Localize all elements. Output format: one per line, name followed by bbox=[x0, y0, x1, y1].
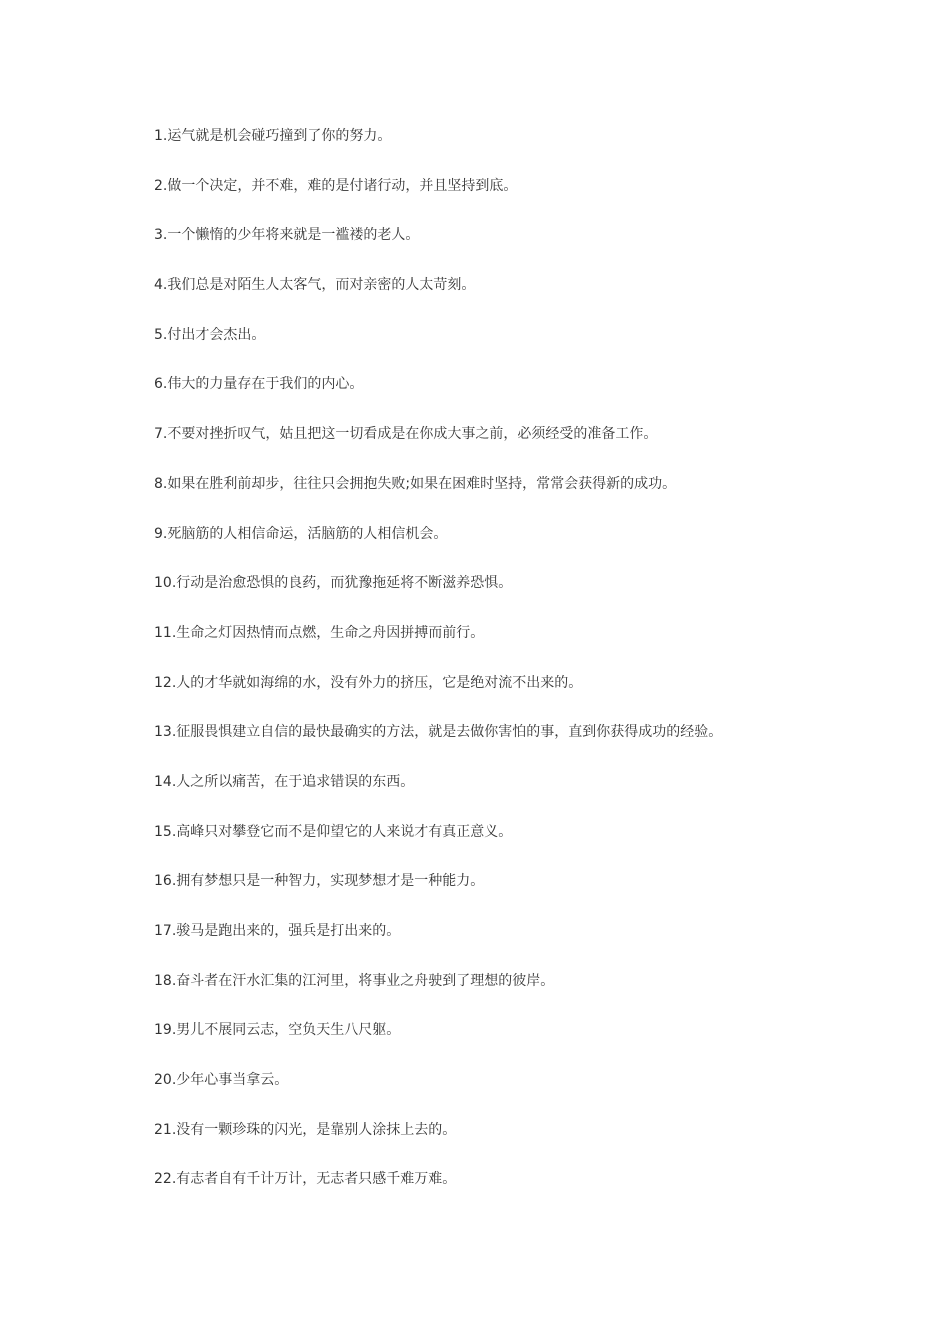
quote-line-16: 16.拥有梦想只是一种智力，实现梦想才是一种能力。 bbox=[154, 873, 485, 890]
quote-line-3: 3.一个懒惰的少年将来就是一褴褛的老人。 bbox=[154, 227, 420, 244]
quote-line-10: 10.行动是治愈恐惧的良药，而犹豫拖延将不断滋养恐惧。 bbox=[154, 575, 513, 592]
quote-line-8: 8.如果在胜利前却步，往往只会拥抱失败;如果在困难时坚持，常常会获得新的成功。 bbox=[154, 475, 677, 492]
quote-line-6: 6.伟大的力量存在于我们的内心。 bbox=[154, 376, 364, 393]
quote-list bbox=[154, 126, 874, 1219]
quote-line-19: 19.男儿不展同云志，空负天生八尺躯。 bbox=[154, 1022, 401, 1039]
quote-line-11: 11.生命之灯因热情而点燃，生命之舟因拼搏而前行。 bbox=[154, 624, 485, 641]
quote-line-9: 9.死脑筋的人相信命运，活脑筋的人相信机会。 bbox=[154, 525, 448, 542]
quote-line-5: 5.付出才会杰出。 bbox=[154, 326, 266, 343]
quote-line-20: 20.少年心事当拿云。 bbox=[154, 1072, 289, 1089]
quote-line-22: 22.有志者自有千计万计，无志者只感千难万难。 bbox=[154, 1171, 457, 1188]
quote-line-2: 2.做一个决定，并不难，难的是付诸行动，并且坚持到底。 bbox=[154, 177, 518, 194]
quote-line-13: 13.征服畏惧建立自信的最快最确实的方法，就是去做你害怕的事，直到你获得成功的经验。 bbox=[154, 724, 723, 741]
quote-line-4: 4.我们总是对陌生人太客气，而对亲密的人太苛刻。 bbox=[154, 277, 476, 294]
quote-line-7: 7.不要对挫折叹气，姑且把这一切看成是在你成大事之前，必须经受的准备工作。 bbox=[154, 426, 658, 443]
quote-line-17: 17.骏马是跑出来的，强兵是打出来的。 bbox=[154, 923, 401, 939]
quote-line-1: 1.运气就是机会碰巧撞到了你的努力。 bbox=[154, 128, 392, 144]
quote-line-21: 21.没有一颗珍珠的闪光，是靠别人涂抹上去的。 bbox=[154, 1121, 457, 1138]
quote-line-15: 15.高峰只对攀登它而不是仰望它的人来说才有真正意义。 bbox=[154, 823, 513, 840]
quote-line-18: 18.奋斗者在汗水汇集的江河里，将事业之舟驶到了理想的彼岸。 bbox=[154, 972, 555, 989]
quote-line-12: 12.人的才华就如海绵的水，没有外力的挤压，它是绝对流不出来的。 bbox=[154, 674, 583, 691]
quote-line-14: 14.人之所以痛苦，在于追求错误的东西。 bbox=[154, 773, 415, 790]
